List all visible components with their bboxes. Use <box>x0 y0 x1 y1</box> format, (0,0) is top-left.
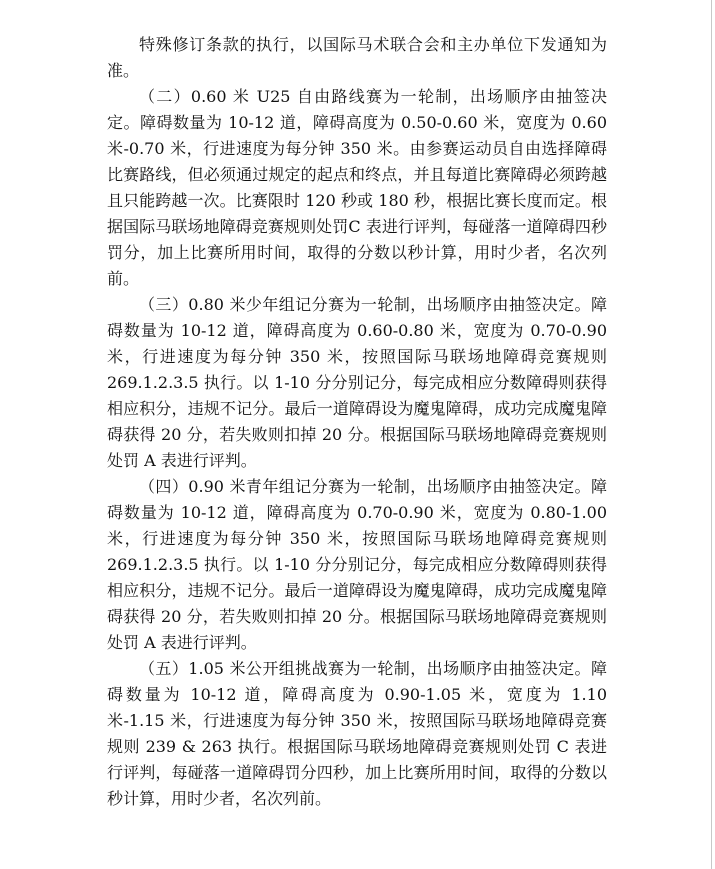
paragraph-junior-points: （三）0.80 米少年组记分赛为一轮制，出场顺序由抽签决定。障碍数量为 10-12 道，障碍高度为 0.60-0.80 米，宽度为 0.70-0.90 米，行进速度为每分钟 350 米，按照国际马联场地障碍竞赛规则 269.1.2.3.5 执行。以 1-10 分分别记分，每完成相应分数障碍则获得相应积分，违规不记分。最后一道障碍设为魔鬼障碍，成功完成魔鬼障碍获得 20 分，若失败则扣掉 20 分。根据国际马联场地障碍竞赛规则处罚 A 表进行评判。 <box>107 295 607 470</box>
paragraph-u25-free-route: （二）0.60 米 U25 自由路线赛为一轮制，出场顺序由抽签决定。障碍数量为 10-12 道，障碍高度为 0.50-0.60 米，宽度为 0.60 米-0.70 米，行进速度为每分钟 350 米。由参赛运动员自由选择障碍比赛路线，但必须通过规定的起点和终点，并且每道比赛障碍必须跨越且只能跨越一次。比赛限时 120 秒或 180 秒，根据比赛长度而定。根据国际马联场地障碍竞赛规则处罚C 表进行评判，每碰落一道障碍四秒罚分，加上比赛所用时间，取得的分数以秒计算，用时少者，名次列前。 <box>107 87 607 288</box>
paragraph-open-challenge: （五）1.05 米公开组挑战赛为一轮制，出场顺序由抽签决定。障碍数量为 10-12 道，障碍高度为 0.90-1.05 米，宽度为 1.10 米-1.15 米，行进速度为每分钟 350 米，按照国际马联场地障碍竞赛规则 239 & 263 执行。根据国际马联场地障碍竞赛规则处罚 C 表进行评判，每碰落一道障碍罚分四秒，加上比赛所用时间，取得的分数以秒计算，用时少者，名次列前。 <box>107 659 607 808</box>
page-edge-line <box>711 0 712 869</box>
document-body <box>107 32 607 812</box>
paragraph-youth-points: （四）0.90 米青年组记分赛为一轮制，出场顺序由抽签决定。障碍数量为 10-12 道，障碍高度为 0.70-0.90 米，宽度为 0.80-1.00 米，行进速度为每分钟 350 米，按照国际马联场地障碍竞赛规则 269.1.2.3.5 执行。以 1-10 分分别记分，每完成相应分数障碍则获得相应积分，违规不记分。最后一道障碍设为魔鬼障碍，成功完成魔鬼障碍获得 20 分，若失败则扣掉 20 分。根据国际马联场地障碍竞赛规则处罚 A 表进行评判。 <box>107 477 607 652</box>
paragraph-fei-amendment: 特殊修订条款的执行，以国际马术联合会和主办单位下发通知为准。 <box>107 35 607 80</box>
